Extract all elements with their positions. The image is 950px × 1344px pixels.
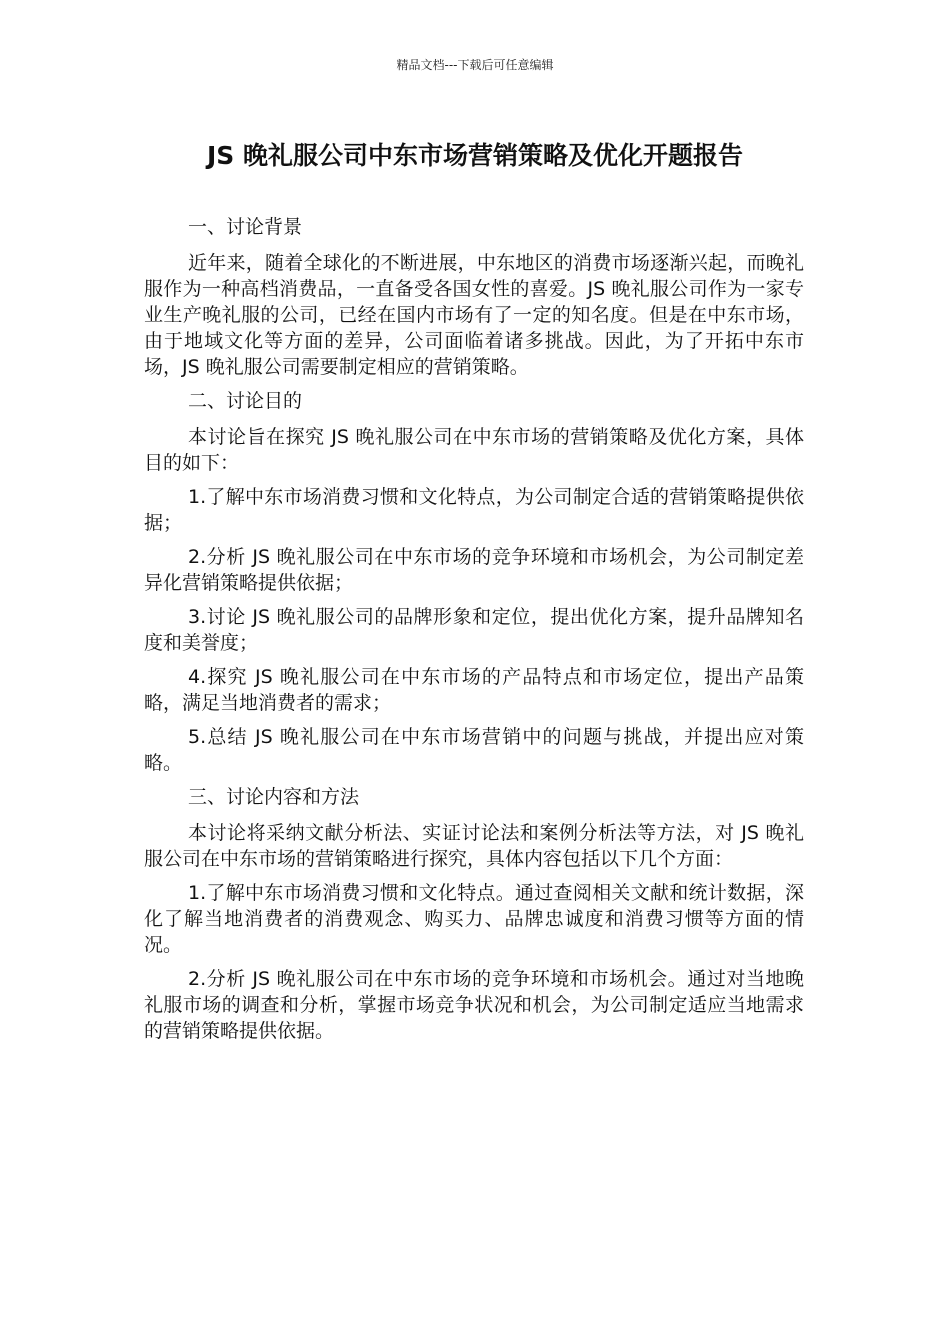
content-item-2: 2.分析 JS 晚礼服公司在中东市场的竞争环境和市场机会。通过对当地晚礼服市场的调查和分析，掌握市场竞争状况和机会，为公司制定适应当地需求的营销策略提供依据。 [144, 968, 804, 1042]
section-heading-content-methods: 三、讨论内容和方法 [188, 786, 360, 808]
purpose-item-5: 5.总结 JS 晚礼服公司在中东市场营销中的问题与挑战，并提出应对策略。 [144, 726, 804, 774]
purpose-item-2: 2.分析 JS 晚礼服公司在中东市场的竞争环境和市场机会，为公司制定差异化营销策略提供依据； [144, 546, 804, 594]
paragraph-background: 近年来，随着全球化的不断进展，中东地区的消费市场逐渐兴起，而晚礼服作为一种高档消费品，一直备受各国女性的喜爱。JS 晚礼服公司作为一家专业生产晚礼服的公司，已经在国内市场有了一定的知名度。但是在中东市场，由于地域文化等方面的差异，公司面临着诸多挑战。因此，为了开拓中东市场，JS 晚礼服公司需要制定相应的营销策略。 [144, 252, 804, 378]
paragraph-purpose-intro: 本讨论旨在探究 JS 晚礼服公司在中东市场的营销策略及优化方案，具体目的如下： [144, 426, 804, 474]
header-note: 精品文档---下载后可任意编辑 [396, 58, 554, 72]
purpose-item-1: 1.了解中东市场消费习惯和文化特点，为公司制定合适的营销策略提供依据； [144, 486, 804, 534]
section-heading-background: 一、讨论背景 [188, 216, 303, 238]
document-body [144, 214, 804, 1052]
paragraph-methods-intro: 本讨论将采纳文献分析法、实证讨论法和案例分析法等方法，对 JS 晚礼服公司在中东市场的营销策略进行探究，具体内容包括以下几个方面： [144, 822, 804, 870]
purpose-item-3: 3.讨论 JS 晚礼服公司的品牌形象和定位，提出优化方案，提升品牌知名度和美誉度； [144, 606, 804, 654]
section-heading-purpose: 二、讨论目的 [188, 390, 303, 412]
content-item-1: 1.了解中东市场消费习惯和文化特点。通过查阅相关文献和统计数据，深化了解当地消费者的消费观念、购买力、品牌忠诚度和消费习惯等方面的情况。 [144, 882, 804, 956]
document-title: JS 晚礼服公司中东市场营销策略及优化开题报告 [206, 141, 743, 170]
purpose-item-4: 4.探究 JS 晚礼服公司在中东市场的产品特点和市场定位，提出产品策略，满足当地消费者的需求； [144, 666, 804, 714]
